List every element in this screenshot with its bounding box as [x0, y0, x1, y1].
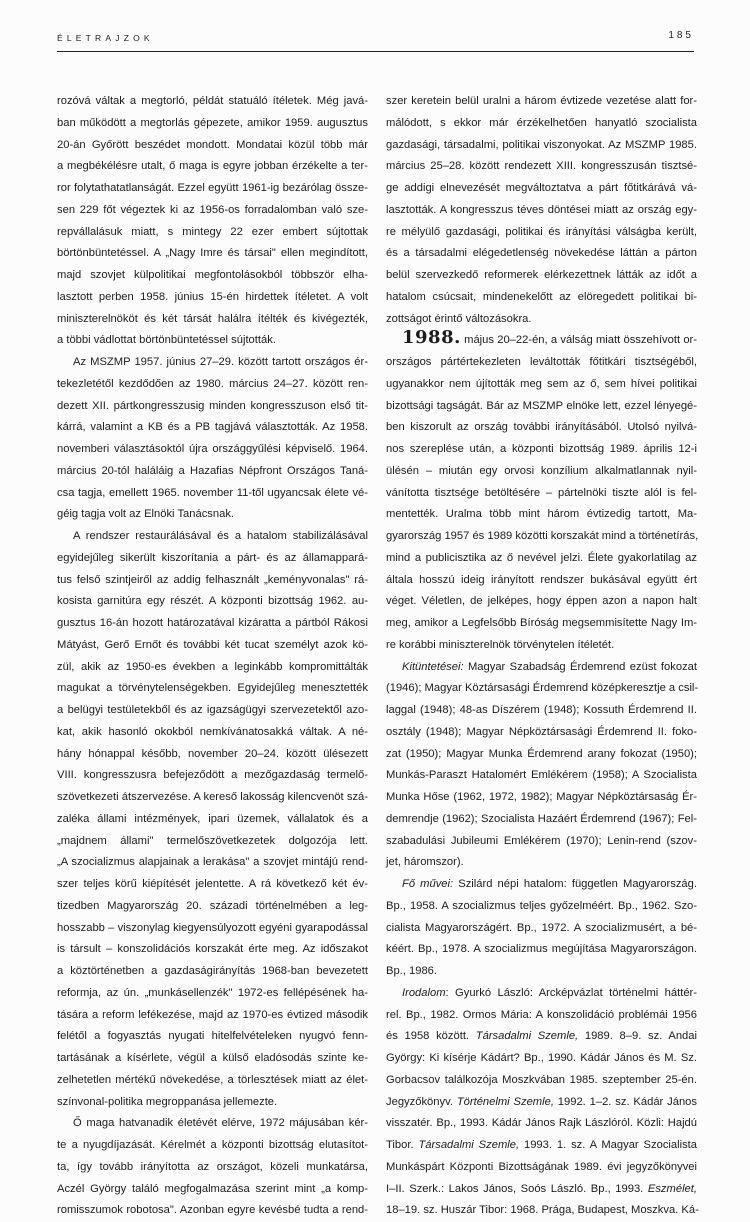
right-column: [386, 91, 697, 1222]
running-head: [57, 30, 694, 52]
text-line: március 25–28. között rendezett XIII. kongresszusán tisztsé-: [386, 160, 697, 173]
text-line: gusztus 16-án hozott határozatával kizáratta a pártból Rákosi: [57, 617, 368, 629]
text-line: Mátyást, Gerő Ernőt és további két tucat személyt azok kö-: [57, 638, 368, 651]
text-line: kat, akik hasonló okokból nemkívánatosakká váltak. A né-: [57, 725, 368, 738]
text-line: 18–19. sz. Huszár Tibor: 1968. Prága, Budapest, Moszkva. Ká-: [386, 1204, 699, 1217]
text-line: színvonal-politika megroppanása jellemezte.: [57, 1095, 278, 1108]
text-line: Munkáspárt Központi Bizottságának 1989. évi jegyzőkönyvei: [386, 1160, 697, 1173]
text-line: bizottsági tagságát. Bár az MSZMP elnöke lett, ezzel lényegé-: [386, 399, 697, 412]
text-line: a belügyi testületekből és az igazságügyi szervezetektől azo-: [57, 704, 368, 716]
text-line: VIII. kongresszusra befejeződött a mezőgazdaság termelő-: [57, 769, 368, 782]
text-line: gyarország 1957 és 1989 közötti korszakát mind a történetírás,: [386, 530, 699, 542]
text-line: országos pártértekezleten leváltották főtitkári tisztségéből,: [386, 356, 697, 368]
page-number: 185: [668, 30, 694, 41]
text-line: zül, akik az 1950-es években a leginkább kompromittálták: [57, 660, 368, 673]
text-line: I–II. Szerk.: Lakos János, Soós László. Bp., 1993. Eszmélet,: [386, 1182, 697, 1195]
text-line: lasztották. A kongresszus téves döntései miatt az ország egy-: [386, 203, 697, 216]
text-line: szer teljes körű kiépítését jelentette. A rá következő két év-: [57, 878, 368, 890]
year-paragraph-start: 1988. május 20–22-én, a válság miatt összehívott or-: [402, 327, 697, 349]
text-line: Munka Hőse (1962, 1972, 1982); Magyar Népköztársaság Ér-: [386, 791, 697, 803]
text-line: és 1958 között. Társadalmi Szemle, 1989. 8–9. sz. Andai: [386, 1030, 697, 1043]
text-line: egyidejűleg sikerült kiszorítania a párt- és az államappará-: [57, 551, 368, 564]
text-line: tus felső szintjeiről az addig felhasznált „keményvonalas" rá-: [57, 573, 368, 586]
text-line: tizedben Magyarország 20. századi történelmében a leg-: [57, 899, 368, 912]
text-line: ge addigi elnevezését megváltoztatva a párt főtitkárává vá-: [386, 182, 697, 194]
text-line: csa tagja, emellett 1965. november 11-től ugyancsak élete vé-: [57, 486, 368, 499]
text-line: véget. Véletlen, de jelképes, hogy éppen azon a napon halt: [386, 595, 697, 608]
text-line: szövetkezeti átszervezése. A kereső lakosság kilencvenöt szá-: [57, 791, 368, 803]
text-line: kárrá, valamint a KB és a PB tagjává választották. Az 1958.: [57, 421, 368, 434]
running-title: ÉLETRAJZOK: [57, 33, 154, 43]
text-line: (1946); Magyar Köztársasági Érdemrend középkeresztje a csil-: [386, 682, 699, 695]
text-line: felétől a fogyasztás nyugati hitelfelvételeken nyugvó fenn-: [57, 1030, 368, 1043]
text-line: általa hosszú ideig irányított rendszer bukásával együtt ért: [386, 573, 697, 586]
text-line: te a nyugdíjazását. Kérelmét a központi bizottság elutasítot-: [57, 1139, 368, 1151]
text-line: tartásának a kísérlete, végül a külső eladósodás szinte ke-: [57, 1052, 368, 1064]
text-line: Aczél György találó megfogalmazása szerint mint „a komp-: [57, 1182, 368, 1195]
text-line: „majdnem állami" termelőszövetkezetek dolgozója lett.: [57, 834, 368, 847]
text-line: zaléka állami intézmények, ipari üzemek, vállalatok és a: [57, 812, 368, 825]
text-line: nos szereplése után, a központi bizottság 1989. április 12-i: [386, 443, 697, 455]
text-line: tására a reform lefékezése, majd az 1970-es évtized második: [57, 1008, 368, 1021]
text-line: zottságot érintő változásokra.: [386, 312, 532, 325]
text-line: gazdasági, társadalmi, politikai viszonyokat. Az MSZMP 1985.: [386, 138, 697, 151]
literature-label: Irodalom: [402, 986, 446, 999]
text-line: György: Ki kísérje Kádárt? Bp., 1990. Kádár János és M. Sz.: [386, 1052, 697, 1064]
text-line: rozóvá váltak a megtorló, példát statuáló ítéletek. Még javá-: [57, 95, 368, 107]
works-paragraph-start: Fő művei: Szilárd népi hatalom: független Magyarország.: [402, 878, 697, 890]
text-line: ülésén – miután egy orvosi konzílium alkalmatlannak nyil-: [386, 464, 697, 477]
text-line: reformja, az ún. „munkásellenzék" 1972-es fellépésének ha-: [57, 986, 368, 999]
text-line: Jegyzőkönyv. Történelmi Szemle, 1992. 1–2. sz. Kádár János: [386, 1095, 697, 1108]
text-line: ta, így tovább irányította az országot, közeli munkatársa,: [57, 1160, 368, 1173]
text-line: és a társadalmi elégedetlenség növekedése láttán a párton: [386, 247, 697, 260]
text-line: március 20-tól haláláig a Hazafias Népfront Országos Taná-: [57, 464, 368, 477]
paragraph-start: A rendszer restaurálásával és a hatalom stabilizálásával: [73, 530, 368, 542]
text-line: zat (1950); Magyar Munka Érdemrend arany fokozat (1950);: [386, 747, 697, 760]
text-line: jet, háromszor).: [386, 856, 464, 869]
text-line: „A szocializmus alapjainak a lerakása" a szovjet mintájú rend-: [57, 856, 368, 869]
text-line: ror folytathatatlanságát. Ezzel együtt 1961-ig bezárólag össze-: [57, 182, 368, 194]
text-line: hány hónappal később, november 20–24. között ülésezett: [57, 747, 368, 760]
text-line: novemberi választásoktól újra országgyűlési képviselő. 1964.: [57, 443, 368, 455]
text-line: visszatér. Bp., 1993. Kádár János Rajk Lászlóról. Közli: Hajdú: [386, 1117, 697, 1130]
text-line: mentették. Uralma több mint három évtizedig tartott, Ma-: [386, 508, 697, 521]
paragraph-start: Az MSZMP 1957. június 27–29. között tartott országos ér-: [73, 356, 368, 368]
text-line: kosista garnitúra egy részét. A központi bizottság 1962. au-: [57, 595, 368, 608]
text-line: hosszabb – viszonylag kiegyensúlyozott egyéni gyarapodással: [57, 921, 368, 934]
text-line: romisszumok robotosa". Azonban egyre kevésbé tudta a rend-: [57, 1204, 368, 1217]
text-line: is társult – konszolidációs korszakát érte meg. Az időszakot: [57, 943, 368, 956]
text-line: 20-án Győrött beszédet mondott. Mondatai közül több már: [57, 138, 368, 151]
year-heading: 1988.: [402, 327, 461, 349]
text-line: majd szovjet külpolitikai megfontolásokból többször elha-: [57, 269, 368, 281]
text-line: magukat a törvénytelenségekben. Egyidejűleg menesztették: [57, 682, 368, 695]
text-line: dezett XII. pártkongresszusig minden kongresszuson első tit-: [57, 399, 368, 412]
left-column: [57, 91, 368, 1222]
text-line: repvállalásuk miatt, s mintegy 22 ezer embert sújtottak: [57, 225, 368, 238]
text-line: szer keretein belül uralni a három évtizede vezetése alatt for-: [386, 95, 697, 107]
text-line: ban működött a megtorlás gépezete, amikor 1959. augusztus: [57, 116, 368, 129]
text-line: málódott, s ekkor már érzékelhetően hanyatló szocialista: [386, 116, 697, 129]
text-line: kéért. Bp., 1978. A szocializmus megújítása Magyarországon.: [386, 943, 697, 956]
text-line: sen 229 főt végeztek ki az 1956-os forradalomban való sze-: [57, 203, 368, 216]
text-line: Bp., 1958. A szocializmus teljes győzelméért. Bp., 1962. Szo-: [386, 899, 697, 912]
text-line: Bp., 1986.: [386, 965, 438, 977]
paragraph-start: Ő maga hatvanadik életévét elérve, 1972 májusában kér-: [73, 1117, 368, 1130]
text-line: meg, amikor a Legfelsőbb Bíróság megsemmisítette Nagy Im-: [386, 617, 697, 629]
text-line: börtönbüntetéssel. A „Nagy Imre és társai" ellen megindított,: [57, 247, 368, 260]
text-line: re korábbi miniszterelnök törvénytelen ítéletét.: [386, 638, 615, 651]
text-line: ugyanakkor nem újították meg sem az ő, sem hívei politikai: [386, 377, 697, 390]
text-line: Tibor. Társadalmi Szemle, 1993. 1. sz. A Magyar Szocialista: [386, 1139, 698, 1151]
awards-label: Kitüntetései:: [402, 660, 464, 673]
literature-paragraph-start: Irodalom: Gyurkó László: Arcképvázlat történelmi háttér-: [402, 986, 697, 999]
text-line: hatalom csúcsait, mindenekelőtt az elöregedett politikai bi-: [386, 290, 697, 303]
text-line: re mélyülő gazdasági, politikai és irányítási válságba került,: [386, 225, 697, 238]
text-line: zelhetetlen mértékű növekedése, a törlesztések miatt az élet-: [57, 1073, 368, 1086]
text-line: géig tagja volt az Elnöki Tanácsnak.: [57, 508, 235, 521]
text-line: miniszterelnököt és két társát halálra ítélték és kivégezték,: [57, 312, 368, 325]
text-line: osztály (1948); Magyar Népköztársasági Érdemrend II. foko-: [386, 725, 697, 738]
text-line: Munkás-Paraszt Hatalomért Emlékérem (1958); A Szocialista: [386, 769, 697, 782]
text-line: a megbékélésre utalt, ő maga is egyre jobban érzékelte a ter-: [57, 160, 368, 173]
text-line: belül szervezkedő reformerek elérkezettnek látták az időt a: [386, 269, 697, 281]
text-line: a köztörténetben a gazdaságirányítás 1968-ban bevezetett: [57, 965, 368, 977]
text-line: mind a publicisztika az ő nevével jelzi. Élete gyakorlatilag az: [386, 551, 697, 564]
awards-paragraph-start: Kitüntetései: Magyar Szabadság Érdemrend ezüst fokozat: [402, 660, 697, 673]
text-line: cialista Magyarországért. Bp., 1972. A szocializmusért, a bé-: [386, 921, 697, 934]
text-line: Gorbacsov találkozója Moszkvában 1985. szeptember 25-én.: [386, 1073, 697, 1086]
text-line: rel. Bp., 1982. Ormos Mária: A konszolidáció problémái 1956: [386, 1008, 697, 1021]
text-line: a többi vádlottat börtönbüntetéssel sújtották.: [57, 334, 276, 347]
text-line: vánította tisztsége betöltésére – pártelnöki tiszte alól is fel-: [386, 486, 697, 499]
text-line: szabadulási Jubileumi Emlékérem (1970); Lenin-rend (szov-: [386, 834, 697, 847]
text-line: demrendje (1962); Szocialista Hazáért Érdemrend (1967); Fel-: [386, 812, 697, 825]
text-line: lasztott perben 1958. június 15-én hirdettek ítéletet. A volt: [57, 290, 368, 303]
text-line: laggal (1948); 48-as Díszérem (1948); Kossuth Érdemrend II.: [386, 704, 697, 716]
text-line: ben kiszorult az ország további irányításából. Utolsó nyilvá-: [386, 421, 697, 434]
text-line: tekezletétől kezdődően az 1980. március 24–27. között ren-: [57, 377, 368, 390]
works-label: Fő művei:: [402, 878, 454, 890]
